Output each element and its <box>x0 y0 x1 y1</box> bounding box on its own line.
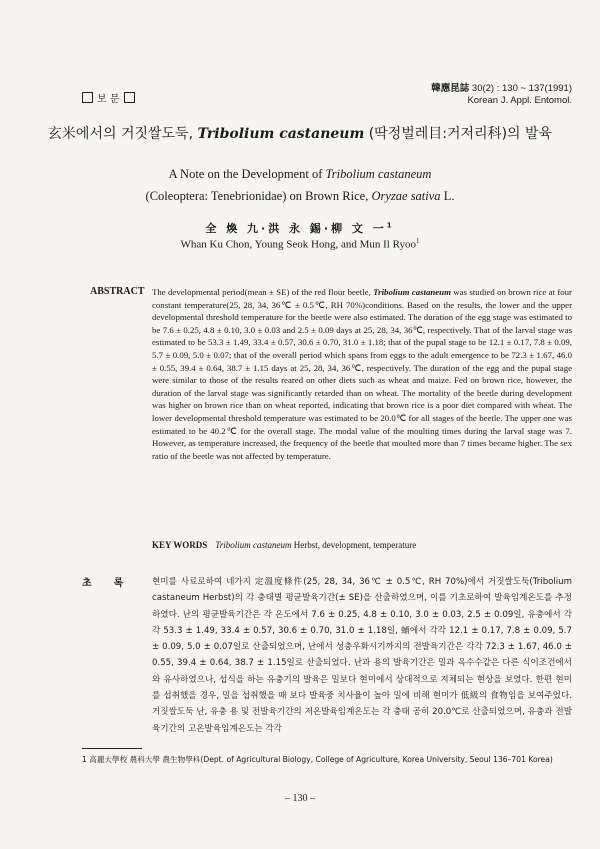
journal-name-en: Korean J. Appl. Entomol. <box>467 95 572 106</box>
journal-volume: 30(2) : 130 ~ 137(1991) <box>469 83 572 94</box>
authors-ko-sup: 1 <box>386 221 395 230</box>
title-en-line2: (Coleoptera: Tenebrionidae) on Brown Rice, <box>145 189 372 203</box>
abstract-label: ABSTRACT <box>90 286 145 297</box>
keywords-label: KEY WORDS <box>152 540 208 550</box>
title-en-line1: A Note on the Development of <box>168 167 326 181</box>
page-number: – 130 – <box>285 793 315 804</box>
journal-citation <box>431 83 572 107</box>
keywords <box>152 540 572 550</box>
title-korean <box>0 123 600 143</box>
korean-abstract-body: 현미를 사료로하여 네가지 定溫度條件(25, 28, 34, 36℃ ± 0.5℃, RH 70%)에서 거짓쌀도둑(Tribolium castaneum Herbst)의 각 충태별 평균발육기간(± SE)을 산출하였으며, 이를 기초로하여 발육임계온도를 추정하였다. 난의 평균발육기간은 각 온도에서 7.6 ± 0.25, 4.8 ± 0.10, 3.0 ± 0.03, 2.5 ± 0.09일, 유충에서 각각 53.3 ± 1.49, 33.4 ± 0.57, 30.6 ± 0.70, 31.0 ± 1.18일, 蛹에서 각각 12.1 ± 0.17, 7.8 ± 0.09, 5.7 ± 0.09, 5.0 ± 0.07일로 산출되었으며, 난에서 성충우화시기까지의 전발육기간은 각각 72.3 ± 1.67, 46.0 ± 0.55, 39.4 ± 0.64, 38.7 ± 1.15일로 산출되었다. 난과 용의 발육기간은 밀과 옥수수같은 다른 식이조건에서와 유사하였으나, 섭식을 하는 유충기의 발육은 밀보다 현미에서 상대적으로 지체되는 현상을 보였다. 한편 현미를 섭취했을 경우, 밀을 섭취했을 때 보다 발육중 치사율이 높아 밀에 비해 현미가 低級의 食物임을 보여주었다. 거짓쌀도둑 난, 유충 용 및 전발육기간의 저온발육임계온도는 각 충태 공히 20.0℃로 산출되었으며, 유충과 전발육기간의 고온발육임계온도는 각각 <box>152 577 572 734</box>
left-bracket-box <box>82 92 93 103</box>
abstract-text: was studied on brown rice at four constant temperature(25, 28, 34, 36℃ ± 0.5℃, RH 70%)conditions. Based on the results, the lower and the upper developmental threshold temperature for the beetle were also estimated. The duration of the egg stage was estimated to be 7.6 ± 0.25, 4.8 ± 0.10, 3.0 ± 0.03 and 2.5 ± 0.09 days at 25, 28, 34, 36℃, respectively. That of the larval stage was estimated to be 53.3 ± 1.49, 33.4 ± 0.57, 30.6 ± 0.70, 31.0 ± 1.18; that of the pupal stage to be 12.1 ± 0.17, 7.8 ± 0.09, 5.7 ± 0.09, 5.0 ± 0.07; that of the overall period which spans from eggs to the adult emergence to be 72.3 ± 1.67, 46.0 ± 0.55, 39.4 ± 0.64, 38.7 ± 1.15 days at 25, 28, 34, 36℃, respectively. The duration of the egg and the pupal stage were similar to those of the results reared on other diets such as wheat and maize. Fed on brown rice, however, the duration of the larval stage was significantly retarded than on wheat. The mortality of the beetle during development was higher on brown rice than on wheat reported, indicating that brown rice is a poor diet compared with wheat. The lower developmental threshold temperature was estimated to be 20.0℃ for all stages of the beetle. The upper one was estimated to be 40.2℃ for the overall stage. The modal value of the moulting times during the larval stage was 7. However, as temperature increased, the frequency of the beetle that moulted more than 7 times became higher. The sex ratio of the beetle was not affected by temperature. <box>152 287 572 461</box>
affiliation-footnote: 1 高麗大學校 農科大學 農生物學科(Dept. of Agricultural Biology, College of Agriculture, Korea University, Seoul 136–701 Korea) <box>82 755 553 764</box>
authors-ko-text: 全 煥 九·洪 永 錫·柳 文 一 <box>205 222 387 235</box>
title-ko-post: (딱정벌레目:거저리科)의 발육 <box>364 126 553 142</box>
authors-en-sup: 1 <box>415 237 420 245</box>
title-english <box>0 163 600 207</box>
title-en-species: Tribolium castaneum <box>325 167 432 181</box>
article-type-text: 보 문 <box>97 94 120 105</box>
title-ko-pre: 玄米에서의 거짓쌀도둑, <box>47 126 198 142</box>
journal-abbrev: 韓應昆誌 <box>431 83 470 94</box>
authors-korean <box>0 220 600 236</box>
authors-en-text: Whan Ku Chon, Young Seok Hong, and Mun Il Ryoo <box>180 238 416 251</box>
right-bracket-box <box>124 92 135 103</box>
title-ko-species: Tribolium castaneum <box>197 126 365 142</box>
title-en-species-2: Oryzae sativa <box>371 189 441 203</box>
keywords-rest: Herbst, development, temperature <box>291 540 417 550</box>
title-en-line2-post: L. <box>440 189 455 203</box>
article-type-label <box>82 90 135 105</box>
abstract-species: Tribolium castaneum <box>373 287 451 297</box>
abstract-body <box>152 286 572 462</box>
keywords-species: Tribolium castaneum <box>215 540 292 550</box>
footnote-rule <box>82 748 142 749</box>
authors-english <box>0 237 600 251</box>
korean-abstract-label: 초록 <box>82 578 146 589</box>
abstract-pre: The developmental period(mean ± SE) of the red flour beetle, <box>152 287 374 297</box>
